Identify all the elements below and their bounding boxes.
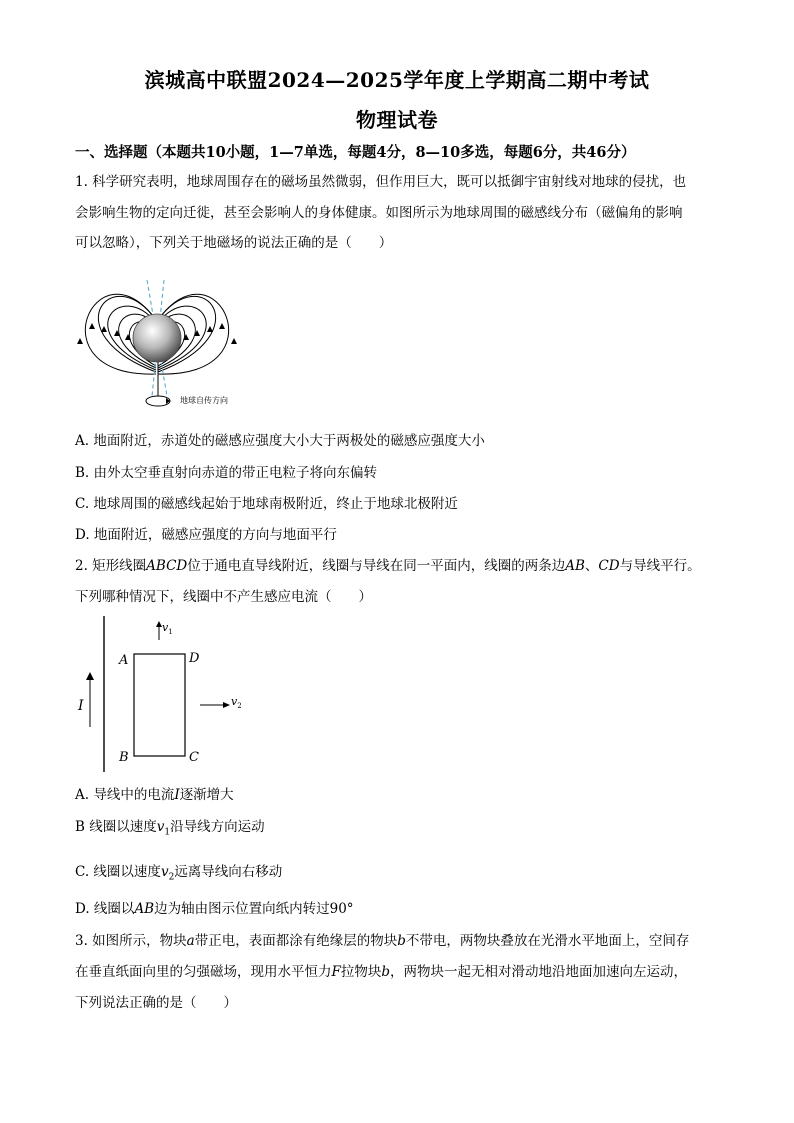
q2-option-c: C. 线圈以速度$v_2$远离导线向右移动 bbox=[75, 864, 283, 883]
label-c: C bbox=[189, 750, 199, 765]
q1-option-d: D. 地面附近，磁感应强度的方向与地面平行 bbox=[75, 527, 337, 543]
q1-option-b: B. 由外太空垂直射向赤道的带正电粒子将向东偏转 bbox=[75, 465, 378, 481]
label-d: D bbox=[189, 651, 200, 666]
exam-title: 滨城高中联盟2024—2025学年度上学期高二期中考试 bbox=[144, 68, 650, 92]
label-v1: $v_1$ bbox=[162, 621, 173, 637]
label-v2: $v_2$ bbox=[231, 695, 242, 711]
exam-subtitle: 物理试卷 bbox=[356, 108, 438, 132]
q3-line3: 下列说法正确的是（ ） bbox=[75, 995, 237, 1011]
rotation-caption: 地球自传方向 bbox=[180, 396, 228, 405]
q2-option-d: D. 线圈以AB边为轴由图示位置向纸内转过90° bbox=[75, 901, 354, 917]
q2-line1: 2. 矩形线圈ABCD位于通电直导线附近，线圈与导线在同一平面内，线圈的两条边AB、CD与导线平行。 bbox=[75, 558, 701, 574]
q1-line1: 1. 科学研究表明，地球周围存在的磁场虽然微弱，但作用巨大，既可以抵御宇宙射线对地球的侵扰，也 bbox=[75, 174, 687, 190]
q1-option-a: A. 地面附近，赤道处的磁感应强度大小大于两极处的磁感应强度大小 bbox=[75, 433, 485, 449]
q1-line3: 可以忽略），下列关于地磁场的说法正确的是（ ） bbox=[75, 235, 393, 251]
label-b: B bbox=[119, 750, 129, 765]
q2-line2: 下列哪种情况下，线圈中不产生感应电流（ ） bbox=[75, 589, 372, 605]
q3-line1: 3. 如图所示，物块a带正电，表面都涂有绝缘层的物块b不带电，两物块叠放在光滑水平地面上，空间存 bbox=[75, 933, 690, 949]
q1-line2: 会影响生物的定向迁徙，甚至会影响人的身体健康。如图所示为地球周围的磁感线分布（磁偏角的影响 bbox=[75, 205, 683, 221]
label-current: I bbox=[78, 698, 84, 714]
q3-line2: 在垂直纸面向里的匀强磁场，现用水平恒力F拉物块b，两物块一起无相对滑动地沿地面加速向左运动， bbox=[75, 964, 688, 980]
section-heading: 一、选择题（本题共10小题，1—7单选，每题4分，8—10多选，每题6分，共46分） bbox=[75, 144, 636, 161]
q2-option-b: B 线圈以速度$v_1$沿导线方向运动 bbox=[75, 819, 265, 838]
q1-option-c: C. 地球周围的磁感线起始于地球南极附近，终止于地球北极附近 bbox=[75, 496, 458, 512]
earth-magnetic-field-figure bbox=[72, 278, 247, 413]
label-a: A bbox=[119, 653, 129, 668]
q2-option-a: A. 导线中的电流I逐渐增大 bbox=[75, 787, 234, 803]
